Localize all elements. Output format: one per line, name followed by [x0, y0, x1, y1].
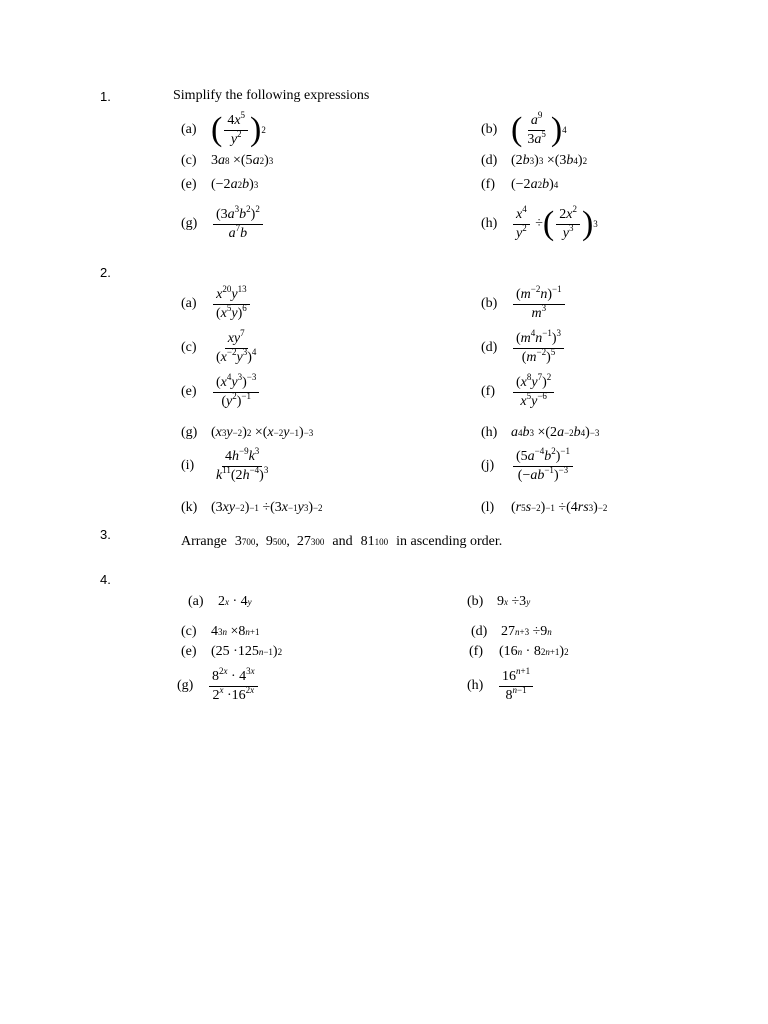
item-label: (c)	[181, 153, 197, 168]
item-label: (a)	[181, 122, 197, 137]
math-expression: 27 n+3 ÷9 n	[501, 624, 552, 639]
math-expression: ( $\frac{4x^5}{y^2}$ ) 2	[211, 109, 266, 148]
q2-item-b	[481, 284, 567, 324]
item-label: (b)	[467, 594, 484, 609]
math-expression: (3 xy −2 ) −1 ÷(3 x −1 y 3 ) −2	[211, 500, 323, 515]
q2-item-e	[181, 372, 261, 412]
math-expression: $\frac{(x^4y^3)^{-3}}{(y^2)^{-1}}$	[211, 375, 261, 410]
item-label: (b)	[481, 122, 498, 137]
q1-item-d	[481, 153, 587, 169]
item-label: (h)	[467, 678, 484, 693]
math-expression: $\frac{(5a^{-4}b^2)^{-1}}{(-ab^{-1})^{-3}}$	[511, 449, 575, 484]
item-label: (f)	[469, 644, 483, 659]
item-label: (g)	[177, 678, 194, 693]
q2-item-f	[481, 372, 556, 412]
q3-suffix: in ascending order.	[396, 534, 503, 549]
q4-item-g	[177, 666, 260, 706]
q3-statement	[181, 534, 502, 550]
math-expression: $\frac{8^{2x} \cdot 4^{3x}}{2^x \cdot 16^{2x}}$	[207, 669, 260, 704]
math-expression: (16 n · 8 2n+1 ) 2	[499, 644, 569, 659]
item-label: (d)	[481, 153, 498, 168]
math-expression: 2 x · 4 y	[218, 594, 252, 609]
math-expression: (−2 a 2 b ) 4	[511, 177, 559, 192]
item-label: (j)	[481, 458, 495, 473]
q1-item-h	[481, 203, 598, 245]
math-expression: $\frac{16^{n+1}}{8^{n-1}}$	[497, 669, 535, 704]
math-expression: 4 3n ×8 n+1	[211, 624, 260, 639]
math-expression: ( $\frac{a^9}{3a^5}$ ) 4	[511, 109, 567, 148]
item-label: (h)	[481, 425, 498, 440]
q2-item-i	[181, 446, 273, 486]
q2-item-j	[481, 446, 575, 486]
math-expression: $\frac{(m^{-2}n)^{-1}}{m^3}$	[511, 287, 567, 322]
q4-item-a	[188, 594, 252, 610]
q4-item-h	[467, 666, 535, 706]
math-expression: 3 a 8 ×(5 a 2 ) 3	[211, 153, 274, 168]
q1-item-c	[181, 153, 273, 169]
item-label: (a)	[181, 296, 197, 311]
math-expression: 81 100	[360, 534, 389, 549]
item-label: (c)	[181, 340, 197, 355]
q2-item-l	[481, 500, 607, 516]
math-expression: $\frac{(x^8y^7)^2}{x^5y^{-6}}$	[511, 375, 556, 410]
item-label: (a)	[188, 594, 204, 609]
item-label: (f)	[481, 177, 495, 192]
math-expression: $\frac{x^{20}y^{13}}{(x^5y)^6}$	[211, 287, 252, 322]
q2-item-k	[181, 500, 323, 516]
item-label: (g)	[181, 216, 198, 231]
question-4-number: 4.	[100, 572, 111, 587]
math-expression: $\frac{(m^4n^{-1})^3}{(m^{-2})^5}$	[511, 331, 566, 366]
math-expression: $\frac{xy^7}{(x^{-2}y^3)^4}$	[216, 327, 257, 365]
question-2-number: 2.	[100, 265, 111, 280]
math-expression: 9 x ÷3 y	[497, 594, 531, 609]
q4-item-d	[471, 624, 552, 640]
q2-item-a	[181, 284, 252, 324]
item-label: (l)	[481, 500, 495, 515]
item-label: (g)	[181, 425, 198, 440]
item-label: (d)	[471, 624, 488, 639]
item-label: (c)	[181, 624, 197, 639]
question-1-number: 1.	[100, 89, 111, 104]
item-label: (d)	[481, 340, 498, 355]
math-expression: ( x 3 y −2 ) 2 ×( x −2 y −1 ) −3	[211, 425, 314, 440]
item-label: (i)	[181, 458, 195, 473]
math-expression: (25 ·125 n−1 ) 2	[211, 644, 283, 659]
q4-item-b	[467, 594, 530, 610]
item-label: (h)	[481, 216, 498, 231]
math-expression: (−2 a 2 b ) 3	[211, 177, 259, 192]
question-1-instruction: Simplify the following expressions	[173, 88, 370, 103]
q1-item-b	[481, 108, 567, 152]
q2-item-g	[181, 425, 313, 441]
math-expression: (2 b 3 ) 3 ×(3 b 4 ) 2	[511, 153, 588, 168]
q3-and: and	[332, 534, 353, 549]
q4-item-c	[181, 624, 259, 640]
math-expression: $\frac{4h^{-9}k^3}{k^{11}(2h^{-4})^3}$	[216, 445, 269, 483]
math-expression: $\frac{x^4}{y^2}$ ÷ ( $\frac{2x^2}{y^3}$ ) 3	[511, 207, 598, 242]
q1-item-f	[481, 177, 558, 193]
question-3-number: 3.	[100, 527, 111, 542]
q4-item-e	[181, 644, 282, 660]
q1-item-g	[181, 203, 265, 245]
item-label: (e)	[181, 177, 197, 192]
q4-item-f	[469, 644, 569, 660]
item-label: (f)	[481, 384, 495, 399]
math-expression: a 4 b 3 ×(2 a −2 b 4 ) −3	[511, 425, 600, 440]
q2-item-c	[181, 328, 261, 368]
q1-item-a	[181, 108, 266, 152]
item-label: (k)	[181, 500, 198, 515]
q1-item-e	[181, 177, 258, 193]
q2-item-d	[481, 328, 566, 368]
item-label: (b)	[481, 296, 498, 311]
math-expression: 3 700 , 9 500 , 27 300	[234, 534, 325, 549]
item-label: (e)	[181, 644, 197, 659]
math-expression: $\frac{(3a^3b^2)^2}{a^7b}$	[211, 207, 265, 242]
item-label: (e)	[181, 384, 197, 399]
math-expression: ( r 5 s −2 ) −1 ÷(4 rs 3 ) −2	[511, 500, 608, 515]
q3-prefix: Arrange	[181, 534, 227, 549]
q2-item-h	[481, 425, 599, 441]
